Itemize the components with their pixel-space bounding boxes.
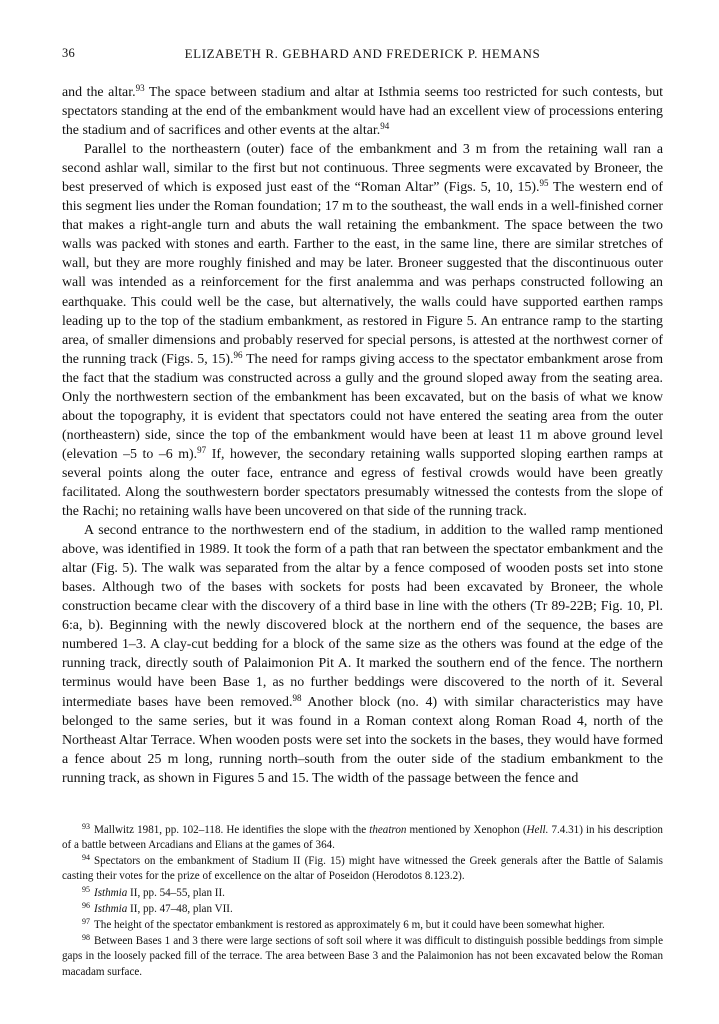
text-run: If, however, the secondary retaining walls supported sloping earthen ramps at several points along the outer face, entrance and egress of festival crowds would have been greatly facilitated. Along the southwestern border spectators presumably witnessed the contests from the slope of the Rachi; no retaining walls have been uncovered on that side of the running track. <box>62 446 663 520</box>
page <box>62 46 663 981</box>
text-run: The western end of this segment lies under the Roman foundation; 17 m to the southeast, the wall ends in a well-finished corner that makes a right-angle turn and abuts the wall retaining the embankment. The space between the two walls was packed with stones and earth. Farther to the east, in the same line, there are similar stretches of wall, but they are more roughly finished and may be later. Broneer suggested that the discontinuous outer wall was intended as a reinforcement for the first analemma and was perhaps constructed following an earthquake. This could well be the case, but alternatively, the walls could have supported earthen ramps leading up to the top of the stadium embankment, as restored in Figure 5. An entrance ramp to the starting area, of smaller dimensions and probably reserved for special persons, is attested at the northwest corner of the running track (Figs. 5, 15). <box>62 180 663 367</box>
text-run: II, pp. 47–48, plan VII. <box>127 902 233 915</box>
italic-text: theatron <box>369 823 407 836</box>
body-paragraph <box>62 83 663 140</box>
running-head: ELIZABETH R. GEBHARD AND FREDERICK P. HEMANS <box>184 46 541 61</box>
footnote-number: 97 <box>82 916 90 926</box>
text-run: II, pp. 54–55, plan II. <box>127 886 225 899</box>
footnote <box>62 823 663 853</box>
footnote-number: 98 <box>82 933 90 943</box>
footnotes <box>62 823 663 980</box>
footnote <box>62 918 663 933</box>
footnote-reference: 94 <box>380 121 390 132</box>
italic-text: Isthmia <box>94 902 128 915</box>
text-run: Between Bases 1 and 3 there were large sections of soft soil where it was difficult to distinguish possible beddings from simple gaps in the loosely packed fill of the terrace. The area between Base 3 and the Palaimonion has not been excavated below the Roman macadam surface. <box>62 935 663 978</box>
text-run: The height of the spectator embankment is restored as approximately 6 m, but it could have been somewhat higher. <box>94 918 605 931</box>
text-run: Mallwitz 1981, pp. 102–118. He identifies the slope with the <box>94 823 370 836</box>
page-number: 36 <box>62 46 75 60</box>
footnote <box>62 902 663 917</box>
body-text <box>62 83 663 788</box>
text-run: 7.4.31) in his description of a battle between Arcadians and Elians at the games of 364. <box>62 823 663 851</box>
italic-text: Hell. <box>526 823 549 836</box>
footnote-reference: 97 <box>197 444 207 455</box>
text-run: Spectators on the embankment of Stadium II (Fig. 15) might have witnessed the Greek generals after the Battle of Salamis casting their votes for the prize of excellence on the altar of Poseidon (Herodotos 8.123.2). <box>62 855 663 883</box>
footnote-reference: 93 <box>135 83 145 93</box>
page-header <box>62 46 663 66</box>
footnote <box>62 934 663 980</box>
footnote-number: 95 <box>82 884 90 894</box>
italic-text: Isthmia <box>94 886 128 899</box>
footnote-number: 93 <box>82 821 90 831</box>
text-run: Parallel to the northeastern (outer) face of the embankment and 3 m from the retaining wall ran a second ashlar wall, similar to the first but not continuous. Three segments were excavated by Broneer, the best preserved of which is exposed just east of the “Roman Altar” (Figs. 5, 10, 15). <box>62 142 663 196</box>
body-paragraph <box>62 140 663 521</box>
text-run: mentioned by Xenophon ( <box>406 823 527 836</box>
body-paragraph <box>62 521 663 788</box>
text-run: and the altar. <box>62 85 136 100</box>
footnote <box>62 886 663 901</box>
text-run: Another block (no. 4) with similar characteristics may have belonged to the same series, but it was found in a Roman context along Roman Road 4, north of the Northeast Altar Terrace. When wooden posts were set into the sockets in the bases, they would have formed a fence about 25 m long, running north–south from the outer side of the stadium embankment to the running track, as shown in Figures 5 and 15. The width of the passage between the fence and <box>62 694 663 786</box>
footnote-reference: 96 <box>233 349 243 360</box>
footnote-reference: 95 <box>539 178 549 189</box>
text-run: The space between stadium and altar at Isthmia seems too restricted for such contests, but spectators standing at the end of the embankment would have had an excellent view of processions entering the stadium and of sacrifices and other events at the altar. <box>62 85 664 139</box>
footnote-reference: 98 <box>292 692 302 703</box>
text-run: A second entrance to the northwestern end of the stadium, in addition to the walled ramp mentioned above, was identified in 1989. It took the form of a path that ran between the spectator embankment and the altar (Fig. 5). The walk was separated from the altar by a fence composed of wooden posts set into stone bases. Although two of the bases with sockets for posts had been excavated by Broneer, the whole construction became clear with the discovery of a third base in line with the others (Tr 89-22B; Fig. 10, Pl. 6:a, b). Beginning with the newly discovered block at the northern end of the sequence, the bases are numbered 1–3. A clay-cut bedding for a block of the same size as the others was found at the edge of the running track, directly south of Palaimonion Pit A. It marked the southern end of the fence. The northern terminus would have been Base 1, as no further beddings were discovered to the north of it. Several intermediate bases have been removed. <box>62 523 663 710</box>
text-run: The need for ramps giving access to the spectator embankment arose from the fact that the stadium was constructed across a gully and the ground sloped away from the seating area. Only the northwestern section of the embankment has been excavated, but on the basis of what we know about the topography, it is evident that spectators could not have entered the seating area from the outer (northeastern) side, since the top of the embankment would have been at least 11 m above ground level (elevation –5 to –6 m). <box>62 351 663 462</box>
footnote-number: 94 <box>82 853 90 863</box>
footnote-number: 96 <box>82 900 90 910</box>
footnote <box>62 854 663 884</box>
